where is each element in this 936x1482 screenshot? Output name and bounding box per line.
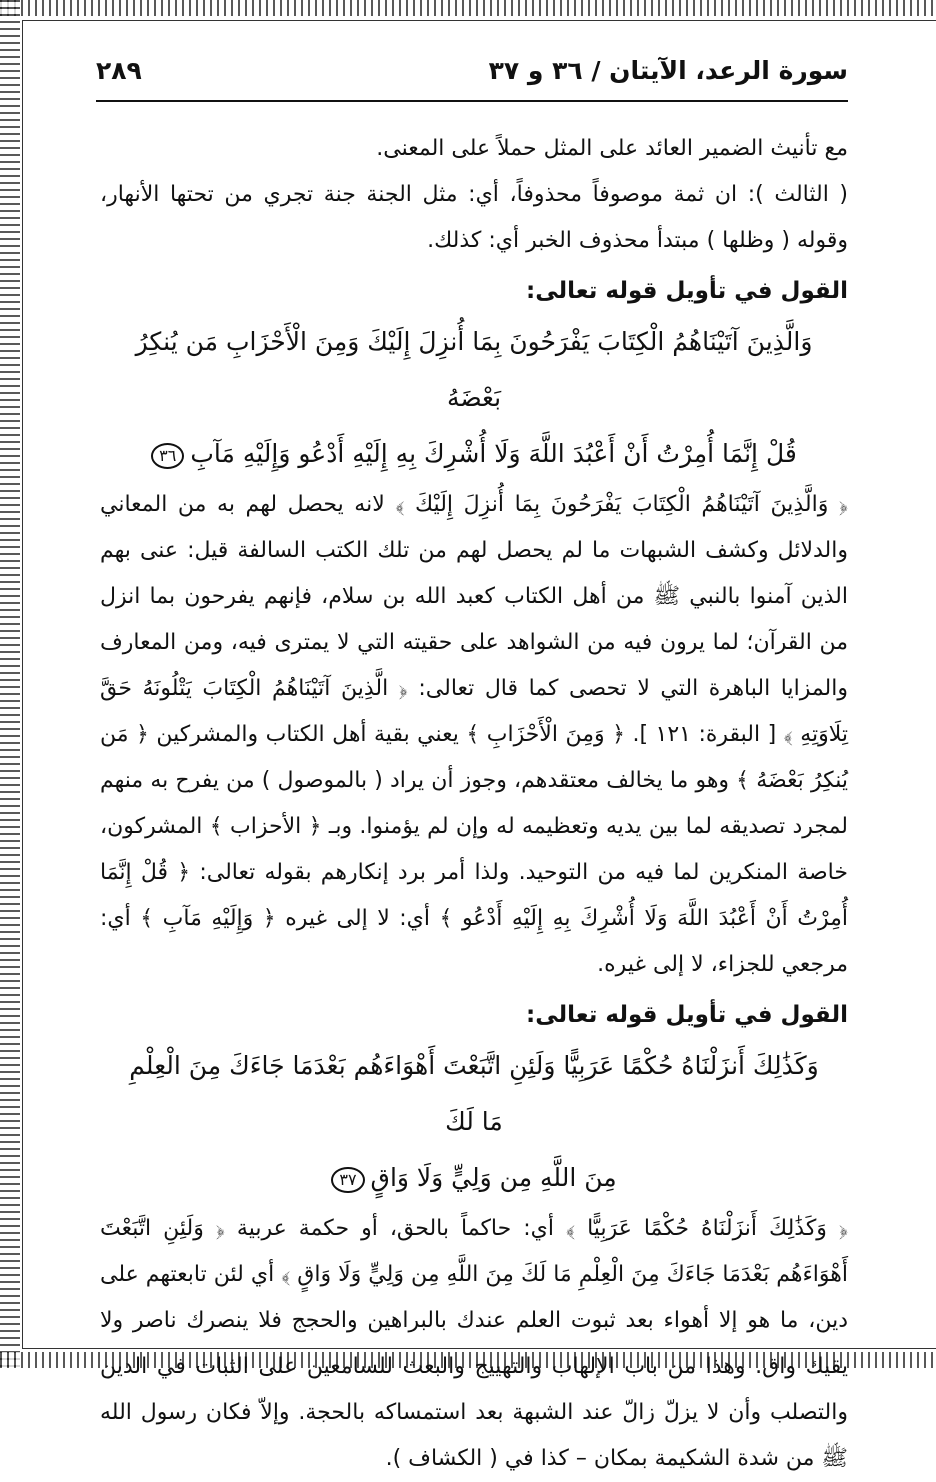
ayah-number-badge: ٣٧ (331, 1167, 364, 1193)
commentary-36: ﴿ وَالَّذِينَ آتَيْنَاهُمُ الْكِتَابَ يَفْرَحُونَ بِمَا أُنزِلَ إِلَيْكَ ﴾ لانه يحصل لهم به من المعاني والدلائل وكشف الشبهات ما لم يحصل لهم من تلك الكتب السالفة قيل: عنى بهم الذين آمنوا بالنبي ﷺ من أهل الكتاب كعبد الله بن سلام، فإنهم يفرحون بما انزل من القرآن؛ لما يرون فيه من الشواهد على حقيته التي لا يمترى فيه، ومن المعارف والمزايا الباهرة التي لا تحصى كما قال تعالى: ﴿ الَّذِينَ آتَيْنَاهُمُ الْكِتَابَ يَتْلُونَهُ حَقَّ تِلَاوَتِهِ ﴾ [ البقرة: ١٢١ ]. ﴿ وَمِنَ الْأَحْزَابِ ﴾ يعني بقية أهل الكتاب والمشركين ﴿ مَن يُنكِرُ بَعْضَهُ ﴾ وهو ما يخالف معتقدهم، وجوز أن يراد ( بالموصول ) من يفرح به منهم لمجرد تصديقه لما بين يديه وتعظيمه له وإن لم يؤمنوا. وبـ ﴿ الأحزاب ﴾ المشركون، خاصة المنكرين لما فيه من التوحيد. ولذا أمر برد إنكارهم بقوله تعالى: ﴿ قُلْ إِنَّمَا أُمِرْتُ أَنْ أَعْبُدَ اللَّهَ وَلَا أُشْرِكَ بِهِ إِلَيْهِ أَدْعُو ﴾ أي: لا إلى غيره ﴿ وَإِلَيْهِ مَآبِ ﴾ أي: مرجعي للجزاء، لا إلى غيره. (100, 492, 848, 977)
decorative-border-left (0, 0, 20, 1368)
page-body (100, 126, 848, 1482)
verse-37-line-2 (100, 1150, 848, 1206)
commentary-37: ﴿ وَكَذَٰلِكَ أَنزَلْنَاهُ حُكْمًا عَرَبِيًّا ﴾ أي: حاكماً بالحق، أو حكمة عربية ﴿ وَلَئِنِ اتَّبَعْتَ أَهْوَاءَهُم بَعْدَمَا جَاءَكَ مِنَ الْعِلْمِ مَا لَكَ مِنَ اللَّهِ مِن وَلِيٍّ وَلَا وَاقٍ ﴾ أي لئن تابعتهم على دين، ما هو إلا أهواء بعد ثبوت العلم عندك بالبراهين والحجج فلا ينصرك ناصر ولا يقيك واق. وهذا من باب الإلهاب والتهييج والبعث للسامعين على الثبات في الدين والتصلب وأن لا يزلّ زالّ عند الشبهة بعد استمساكه بالحجة. وإلاّ فكان رسول الله ﷺ من شدة الشكيمة بمكان – كذا في ( الكشاف ). (100, 1216, 848, 1471)
verse-37-text: مِنَ اللَّهِ مِن وَلِيٍّ وَلَا وَاقٍ (370, 1163, 617, 1192)
verse-36-line-1: وَالَّذِينَ آتَيْنَاهُمُ الْكِتَابَ يَفْرَحُونَ بِمَا أُنزِلَ إِلَيْكَ وَمِنَ الْأَحْزَابِ مَن يُنكِرُ بَعْضَهُ (135, 327, 813, 412)
border-rule-top (22, 20, 936, 21)
border-rule-left (22, 20, 23, 1348)
page-number: ٢٨٩ (96, 56, 142, 85)
section-heading-1: القول في تأويل قوله تعالى: (526, 278, 848, 304)
page-header (96, 56, 848, 96)
verse-37-line-1: وَكَذَٰلِكَ أَنزَلْنَاهُ حُكْمًا عَرَبِيًّا وَلَئِنِ اتَّبَعْتَ أَهْوَاءَهُم بَعْدَمَا جَاءَكَ مِنَ الْعِلْمِ مَا لَكَ (129, 1051, 819, 1136)
paragraph-2: ( الثالث ): ان ثمة موصوفاً محذوفاً، أي: مثل الجنة جنة تجري من تحتها الأنهار، وقوله ( وظلها ) مبتدأ محذوف الخبر أي: كذلك. (100, 182, 848, 253)
verse-36-text: قُلْ إِنَّمَا أُمِرْتُ أَنْ أَعْبُدَ اللَّهَ وَلَا أُشْرِكَ بِهِ إِلَيْهِ أَدْعُو وَإِلَيْهِ مَآبِ (190, 439, 797, 468)
running-title: سورة الرعد، الآيتان / ٣٦ و ٣٧ (488, 56, 848, 85)
decorative-border-top (0, 0, 936, 16)
verse-36-line-2 (100, 426, 848, 482)
paragraph-1: مع تأنيث الضمير العائد على المثل حملاً على المعنى. (376, 136, 848, 161)
ayah-number-badge: ٣٦ (151, 443, 184, 469)
header-rule (96, 100, 848, 102)
section-heading-2: القول في تأويل قوله تعالى: (526, 1002, 848, 1028)
